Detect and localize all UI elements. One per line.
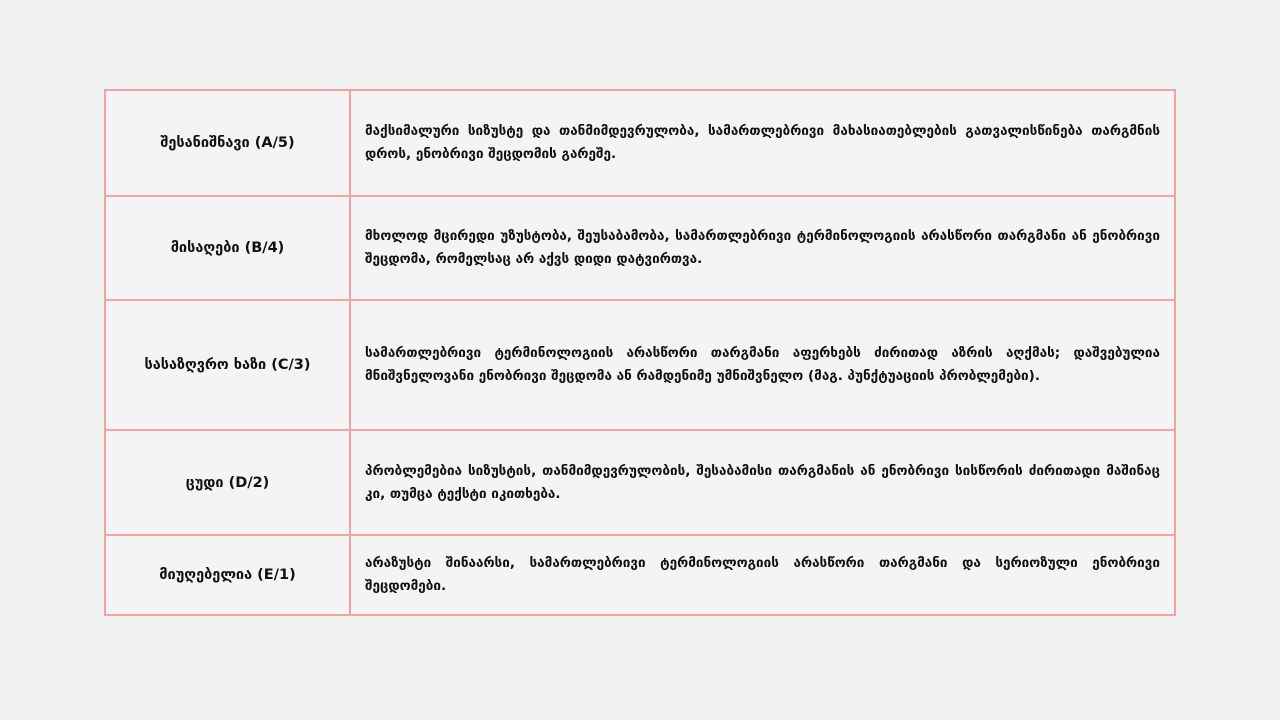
table-row	[105, 196, 1175, 300]
description-text: არაზუსტი შინაარსი, სამართლებრივი ტერმინოლოგიის არასწორი თარგმანი და სერიოზული ენობრივი შეცდომები.	[365, 555, 1160, 594]
description-cell	[350, 535, 1175, 615]
description-text: მხოლოდ მცირედი უზუსტობა, შეუსაბამობა, სამართლებრივი ტერმინოლოგიის არასწორი თარგმანი ან ენობრივი შეცდომა, რომელსაც არ აქვს დიდი დატვირთვა.	[365, 228, 1160, 267]
grade-cell: მისაღები (B/4)	[105, 196, 350, 300]
description-text: მაქსიმალური სიზუსტე და თანმიმდევრულობა, სამართლებრივი მახასიათებლების გათვალისწინება თარგმნის დროს, ენობრივი შეცდომის გარეშე.	[365, 123, 1160, 162]
grading-rubric-table	[104, 89, 1176, 616]
table-row	[105, 90, 1175, 196]
grade-cell: მიუღებელია (E/1)	[105, 535, 350, 615]
table-row	[105, 300, 1175, 430]
table-row	[105, 430, 1175, 535]
description-cell	[350, 196, 1175, 300]
description-cell	[350, 90, 1175, 196]
description-cell	[350, 430, 1175, 535]
grade-cell: ცუდი (D/2)	[105, 430, 350, 535]
description-text: პრობლემებია სიზუსტის, თანმიმდევრულობის, შესაბამისი თარგმანის ან ენობრივი სისწორის ძირითადი მაშინაც კი, თუმცა ტექსტი იკითხება.	[365, 462, 1160, 502]
grade-cell: სასაზღვრო ხაზი (C/3)	[105, 300, 350, 430]
description-cell	[350, 300, 1175, 430]
grade-cell: შესანიშნავი (A/5)	[105, 90, 350, 196]
table-row	[105, 535, 1175, 615]
description-text: სამართლებრივი ტერმინოლოგიის არასწორი თარგმანი აფერხებს ძირითად აზრის აღქმას; დაშვებულია მნიშვნელოვანი ენობრივი შეცდომა ან რამდენიმე უმნიშვნელო (მაგ. პუნქტუაციის პრობლემები).	[365, 345, 1160, 384]
